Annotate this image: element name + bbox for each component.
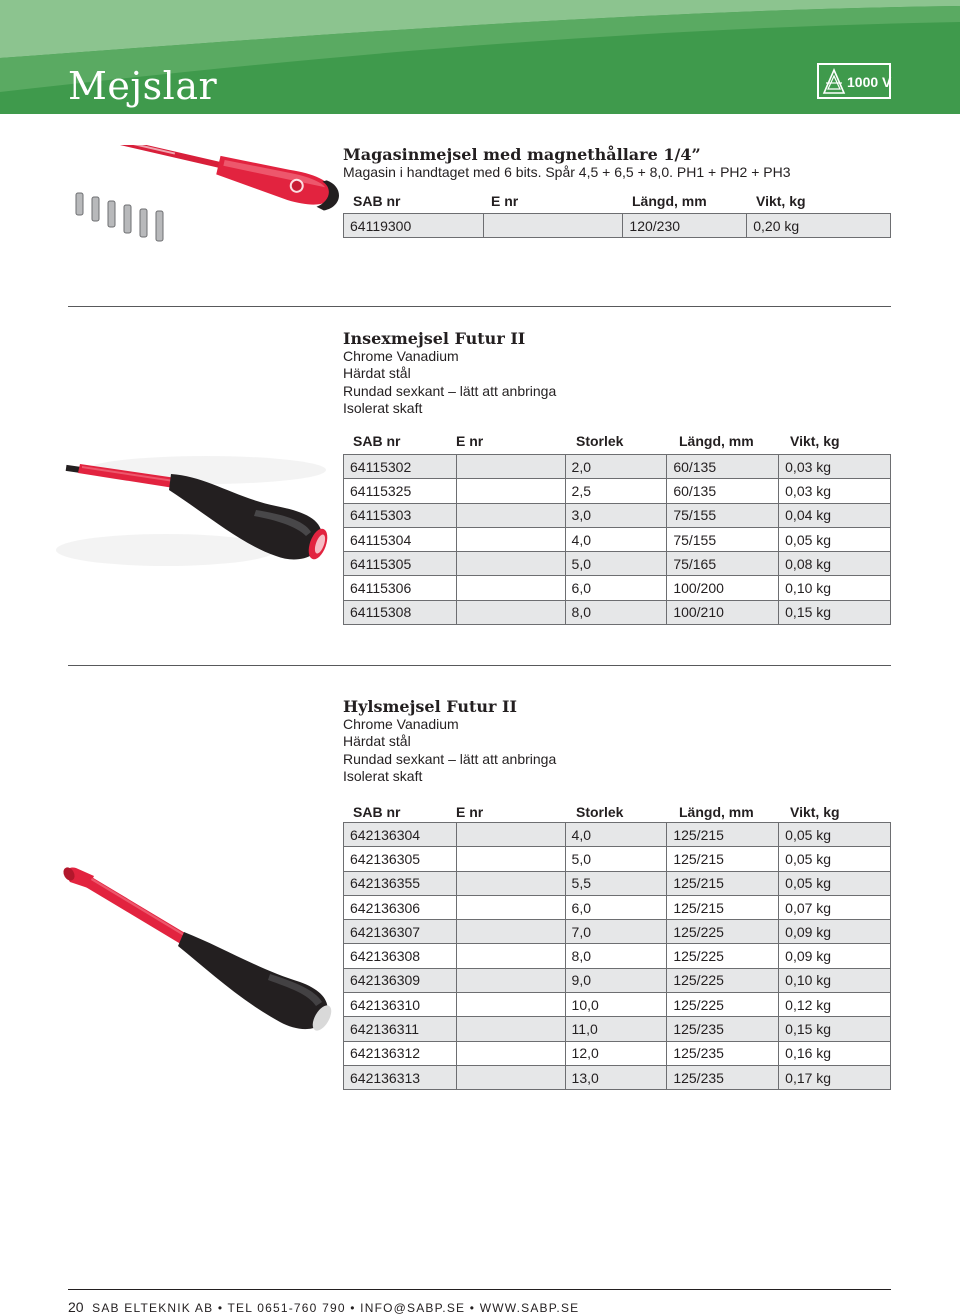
section-3-col-length: Längd, mm	[679, 804, 754, 820]
table-cell: 0,16 kg	[779, 1041, 891, 1065]
section-2-description-line: Härdat stål	[343, 365, 411, 381]
table-cell: 642136311	[344, 1017, 457, 1041]
table-cell: 100/210	[667, 600, 779, 624]
table-cell: 6,0	[565, 576, 667, 600]
table-cell: 642136312	[344, 1041, 457, 1065]
table-row	[344, 1017, 891, 1041]
table-cell: 60/135	[667, 479, 779, 503]
table-cell: 642136313	[344, 1065, 457, 1089]
section-2-description-line: Rundad sexkant – lätt att anbringa	[343, 383, 557, 399]
table-cell	[456, 968, 565, 992]
table-cell: 0,07 kg	[779, 895, 891, 919]
page-header	[0, 0, 960, 114]
table-cell: 642136306	[344, 895, 457, 919]
table-cell: 2,5	[565, 479, 667, 503]
table-cell: 125/235	[667, 1017, 779, 1041]
section-2-title: Insexmejsel Futur II	[343, 329, 526, 348]
section-1-col-length: Längd, mm	[632, 193, 707, 209]
table-cell: 125/235	[667, 1065, 779, 1089]
table-cell: 75/155	[667, 503, 779, 527]
table-cell: 64115302	[344, 455, 457, 479]
section-2-col-sab: SAB nr	[353, 433, 401, 449]
section-3-description-line: Härdat stål	[343, 733, 411, 749]
footer-divider	[68, 1289, 891, 1290]
table-row	[344, 527, 891, 551]
table-cell	[456, 823, 565, 847]
table-cell	[456, 455, 565, 479]
page-number: 20	[68, 1299, 84, 1315]
table-cell: 5,5	[565, 871, 667, 895]
table-cell: 125/215	[667, 895, 779, 919]
table-cell: 64115306	[344, 576, 457, 600]
table-cell	[456, 552, 565, 576]
insulation-triangle-icon	[822, 68, 846, 96]
table-cell: 642136309	[344, 968, 457, 992]
table-cell: 0,05 kg	[779, 871, 891, 895]
table-cell: 0,15 kg	[779, 600, 891, 624]
section-3-description-line: Rundad sexkant – lätt att anbringa	[343, 751, 557, 767]
section-2-col-length: Längd, mm	[679, 433, 754, 449]
table-cell: 642136355	[344, 871, 457, 895]
table-cell	[456, 847, 565, 871]
table-cell: 0,17 kg	[779, 1065, 891, 1089]
table-cell: 125/215	[667, 823, 779, 847]
table-cell: 0,10 kg	[779, 576, 891, 600]
section-1-description: Magasin i handtaget med 6 bits. Spår 4,5 + 6,5 + 8,0. PH1 + PH2 + PH3	[343, 164, 791, 180]
section-3-table	[343, 822, 891, 1090]
table-row	[344, 1065, 891, 1089]
table-cell: 12,0	[565, 1041, 667, 1065]
table-cell: 0,10 kg	[779, 968, 891, 992]
table-cell: 125/225	[667, 944, 779, 968]
table-cell: 64115304	[344, 527, 457, 551]
table-row	[344, 823, 891, 847]
table-cell: 9,0	[565, 968, 667, 992]
table-cell: 0,15 kg	[779, 1017, 891, 1041]
table-cell: 4,0	[565, 823, 667, 847]
table-cell: 0,03 kg	[779, 455, 891, 479]
table-cell	[456, 527, 565, 551]
table-cell	[456, 600, 565, 624]
table-cell: 0,03 kg	[779, 479, 891, 503]
section-1-col-sab: SAB nr	[353, 193, 401, 209]
table-cell: 5,0	[565, 552, 667, 576]
table-row	[344, 1041, 891, 1065]
section-divider	[68, 665, 891, 666]
table-cell: 60/135	[667, 455, 779, 479]
table-cell: 125/225	[667, 920, 779, 944]
table-cell: 642136305	[344, 847, 457, 871]
section-2-description-line: Chrome Vanadium	[343, 348, 459, 364]
table-cell: 75/155	[667, 527, 779, 551]
table-row	[344, 503, 891, 527]
table-cell: 642136308	[344, 944, 457, 968]
magazine-screwdriver-image	[64, 145, 340, 270]
table-cell: 7,0	[565, 920, 667, 944]
table-row	[344, 576, 891, 600]
section-2-col-enr: E nr	[456, 433, 484, 449]
section-3-col-enr: E nr	[456, 804, 484, 820]
table-cell: 0,08 kg	[779, 552, 891, 576]
table-cell	[456, 1017, 565, 1041]
table-row	[344, 895, 891, 919]
table-cell: 0,12 kg	[779, 993, 891, 1017]
table-row	[344, 944, 891, 968]
table-row	[344, 968, 891, 992]
table-cell: 0,20 kg	[747, 214, 891, 238]
table-cell	[483, 214, 623, 238]
table-cell: 2,0	[565, 455, 667, 479]
table-cell: 0,04 kg	[779, 503, 891, 527]
footer-contact: SAB ELTEKNIK AB • TEL 0651-760 790 • INFO@SABP.SE • WWW.SABP.SE	[92, 1301, 580, 1315]
table-cell	[456, 993, 565, 1017]
table-cell: 8,0	[565, 600, 667, 624]
section-1-col-weight: Vikt, kg	[756, 193, 806, 209]
table-cell: 0,05 kg	[779, 527, 891, 551]
table-cell: 125/215	[667, 871, 779, 895]
table-cell: 5,0	[565, 847, 667, 871]
section-3-description-line: Chrome Vanadium	[343, 716, 459, 732]
table-cell	[456, 576, 565, 600]
section-3-description-line: Isolerat skaft	[343, 768, 423, 784]
table-row	[344, 993, 891, 1017]
page-footer	[68, 1299, 579, 1315]
table-row	[344, 600, 891, 624]
table-cell: 11,0	[565, 1017, 667, 1041]
table-cell: 0,05 kg	[779, 823, 891, 847]
section-3-col-weight: Vikt, kg	[790, 804, 840, 820]
table-cell	[456, 920, 565, 944]
table-cell: 8,0	[565, 944, 667, 968]
table-cell: 0,05 kg	[779, 847, 891, 871]
page-title: Mejslar	[68, 64, 218, 108]
table-row	[344, 455, 891, 479]
table-cell: 6,0	[565, 895, 667, 919]
table-cell: 13,0	[565, 1065, 667, 1089]
table-cell: 100/200	[667, 576, 779, 600]
table-cell: 125/225	[667, 993, 779, 1017]
voltage-badge	[817, 63, 891, 99]
hex-screwdriver-image	[56, 440, 332, 580]
section-1-title: Magasinmejsel med magnethållare 1/4”	[343, 145, 701, 164]
table-cell: 64119300	[344, 214, 484, 238]
section-3-col-size: Storlek	[576, 804, 624, 820]
table-cell: 64115303	[344, 503, 457, 527]
section-divider	[68, 306, 891, 307]
table-cell: 64115305	[344, 552, 457, 576]
section-2-col-weight: Vikt, kg	[790, 433, 840, 449]
table-row	[344, 920, 891, 944]
section-2-table	[343, 454, 891, 625]
table-row	[344, 847, 891, 871]
table-row	[344, 214, 891, 238]
table-cell: 125/215	[667, 847, 779, 871]
table-cell	[456, 503, 565, 527]
table-cell: 64115308	[344, 600, 457, 624]
table-cell: 10,0	[565, 993, 667, 1017]
table-row	[344, 479, 891, 503]
section-1-col-enr: E nr	[491, 193, 519, 209]
table-cell: 642136304	[344, 823, 457, 847]
table-cell: 125/225	[667, 968, 779, 992]
section-2-col-size: Storlek	[576, 433, 624, 449]
table-cell: 125/235	[667, 1041, 779, 1065]
section-2-description-line: Isolerat skaft	[343, 400, 423, 416]
voltage-label: 1000 V	[847, 74, 892, 90]
table-cell: 642136310	[344, 993, 457, 1017]
table-cell	[456, 944, 565, 968]
table-cell: 0,09 kg	[779, 944, 891, 968]
table-cell: 64115325	[344, 479, 457, 503]
section-1-table	[343, 213, 891, 238]
table-cell: 0,09 kg	[779, 920, 891, 944]
table-cell	[456, 871, 565, 895]
table-row	[344, 552, 891, 576]
table-cell: 642136307	[344, 920, 457, 944]
table-cell	[456, 1041, 565, 1065]
nut-driver-image	[60, 862, 332, 1034]
table-cell	[456, 479, 565, 503]
table-cell: 120/230	[623, 214, 747, 238]
table-cell	[456, 895, 565, 919]
table-row	[344, 871, 891, 895]
section-3-title: Hylsmejsel Futur II	[343, 697, 517, 716]
table-cell: 75/165	[667, 552, 779, 576]
table-cell: 4,0	[565, 527, 667, 551]
table-cell: 3,0	[565, 503, 667, 527]
section-3-col-sab: SAB nr	[353, 804, 401, 820]
table-cell	[456, 1065, 565, 1089]
